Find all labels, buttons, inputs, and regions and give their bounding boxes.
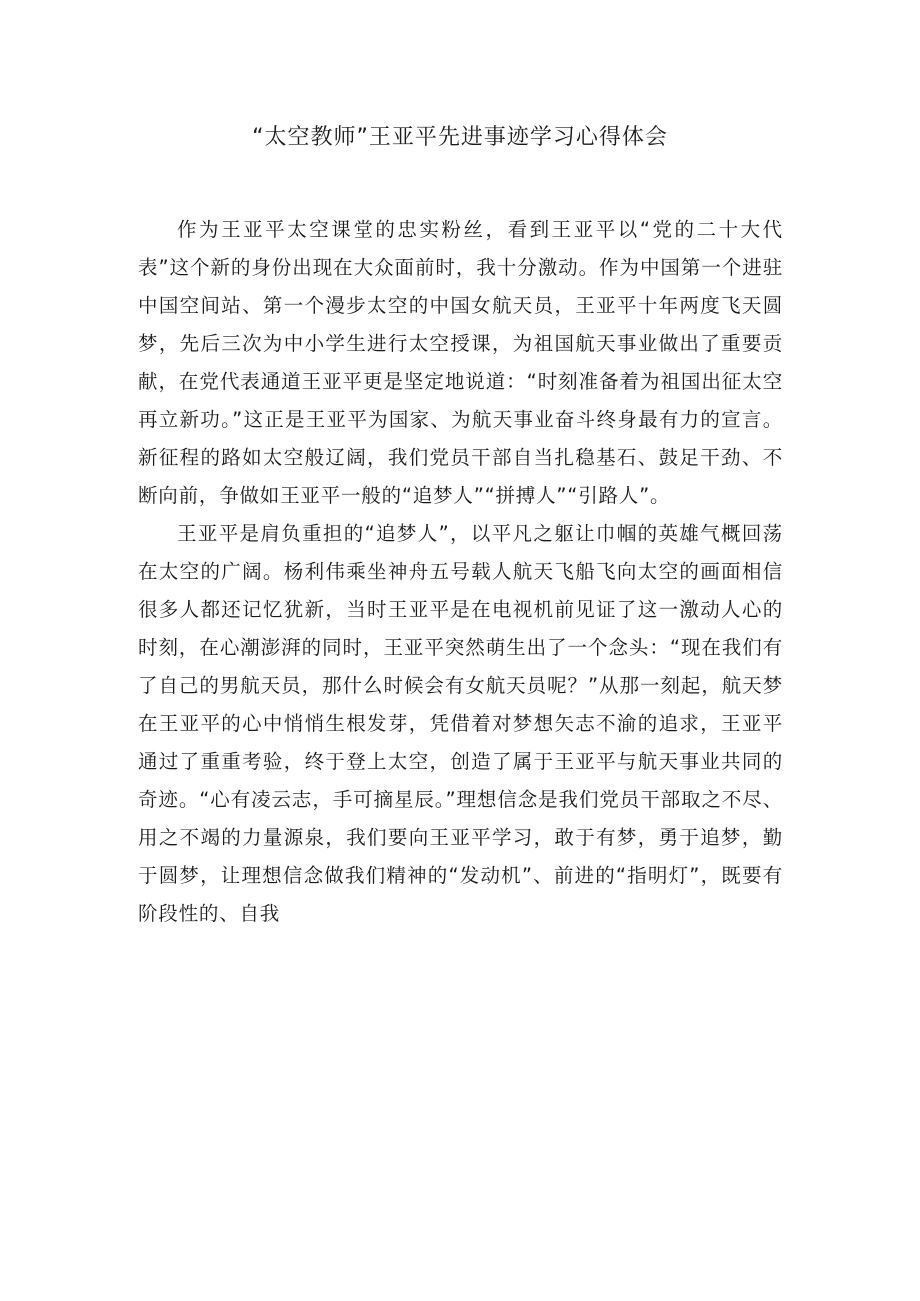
document-title: “太空教师”王亚平先进事迹学习心得体会: [252, 125, 668, 150]
paragraph-1: 作为王亚平太空课堂的忠实粉丝，看到王亚平以“党的二十大代表”这个新的身份出现在大众面前时，我十分激动。作为中国第一个进驻中国空间站、第一个漫步太空的中国女航天员，王亚平十年两度飞天圆梦，先后三次为中小学生进行太空授课，为祖国航天事业做出了重要贡献，在党代表通道王亚平更是坚定地说道：“时刻准备着为祖国出征太空再立新功。”这正是王亚平为国家、为航天事业奋斗终身最有力的宣言。新征程的路如太空般辽阔，我们党员干部自当扎稳基石、鼓足干劲、不断向前，争做如王亚平一般的“追梦人”“拼搏人”“引路人”。: [138, 218, 783, 507]
paragraph-2: 王亚平是肩负重担的“追梦人”，以平凡之躯让巾帼的英雄气概回荡在太空的广阔。杨利伟乘坐神舟五号载人航天飞船飞向太空的画面相信很多人都还记忆犹新，当时王亚平是在电视机前见证了这一激动人心的时刻，在心潮澎湃的同时，王亚平突然萌生出了一个念头：“现在我们有了自己的男航天员，那什么时候会有女航天员呢？”从那一刻起，航天梦在王亚平的心中悄悄生根发芽，凭借着对梦想矢志不渝的追求，王亚平通过了重重考验，终于登上太空，创造了属于王亚平与航天事业共同的奇迹。“心有凌云志，手可摘星辰。”理想信念是我们党员干部取之不尽、用之不竭的力量源泉，我们要向王亚平学习，敢于有梦，勇于追梦，勤于圆梦，让理想信念做我们精神的“发动机”、前进的“指明灯”，既要有阶段性的、自我: [138, 522, 783, 925]
document-body: [138, 211, 783, 933]
